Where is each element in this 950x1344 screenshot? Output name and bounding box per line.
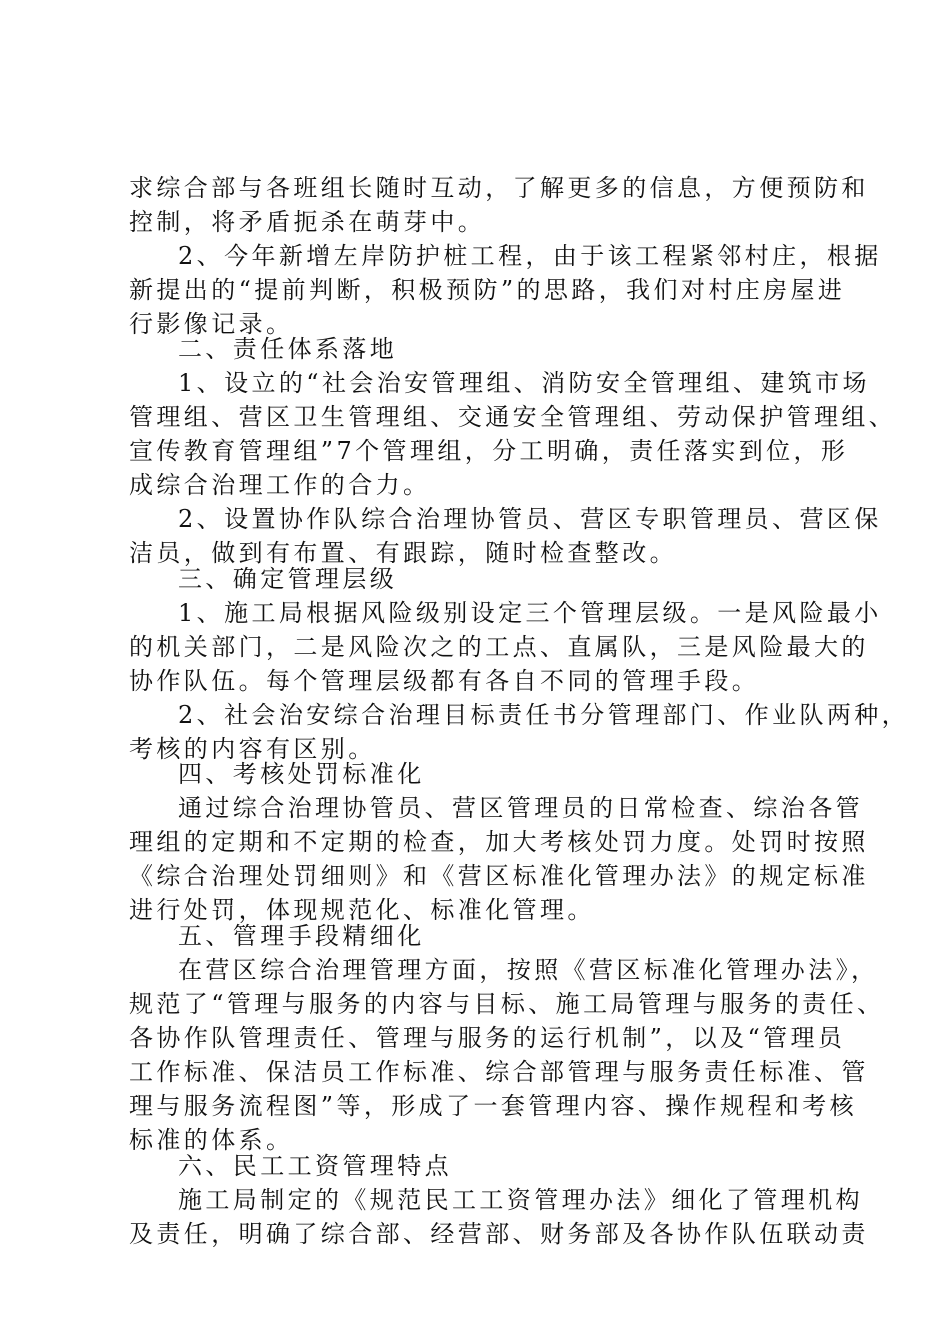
text-line: 求综合部与各班组长随时互动，了解更多的信息，方便预防和 bbox=[129, 174, 869, 202]
text-line: 《综合治理处罚细则》和《营区标准化管理办法》的规定标准 bbox=[129, 862, 869, 890]
section-heading: 二、责任体系落地 bbox=[178, 335, 398, 363]
section-heading: 三、确定管理层级 bbox=[178, 565, 398, 593]
text-line: 管理组、营区卫生管理组、交通安全管理组、劳动保护管理组、 bbox=[129, 403, 897, 431]
text-line: 新提出的“提前判断，积极预防”的思路，我们对村庄房屋进 bbox=[129, 276, 846, 304]
text-line: 1、施工局根据风险级别设定三个管理层级。一是风险最小 bbox=[178, 599, 882, 627]
text-line: 2、社会治安综合治理目标责任书分管理部门、作业队两种， bbox=[178, 701, 910, 729]
text-line: 各协作队管理责任、管理与服务的运行机制”，以及“管理员 bbox=[129, 1024, 846, 1052]
text-line: 协作队伍。每个管理层级都有各自不同的管理手段。 bbox=[129, 667, 760, 695]
text-line: 理与服务流程图”等，形成了一套管理内容、操作规程和考核 bbox=[129, 1092, 858, 1120]
section-heading: 六、民工工资管理特点 bbox=[178, 1152, 452, 1180]
text-line: 规范了“管理与服务的内容与目标、施工局管理与服务的责任、 bbox=[129, 990, 885, 1018]
text-line: 进行处罚，体现规范化、标准化管理。 bbox=[129, 896, 595, 924]
text-line: 施工局制定的《规范民工工资管理办法》细化了管理机构 bbox=[178, 1186, 863, 1214]
text-line: 2、今年新增左岸防护桩工程，由于该工程紧邻村庄，根据 bbox=[178, 242, 882, 270]
text-line: 2、设置协作队综合治理协管员、营区专职管理员、营区保 bbox=[178, 505, 882, 533]
text-line: 考核的内容有区别。 bbox=[129, 735, 376, 763]
text-line: 的机关部门，二是风险次之的工点、直属队，三是风险最大的 bbox=[129, 633, 869, 661]
text-line: 及责任，明确了综合部、经营部、财务部及各协作队伍联动责 bbox=[129, 1220, 869, 1248]
text-line: 标准的体系。 bbox=[129, 1126, 294, 1154]
text-line: 洁员，做到有布置、有跟踪，随时检查整改。 bbox=[129, 539, 677, 567]
text-line: 理组的定期和不定期的检查，加大考核处罚力度。处罚时按照 bbox=[129, 828, 869, 856]
text-line: 工作标准、保洁员工作标准、综合部管理与服务责任标准、管 bbox=[129, 1058, 869, 1086]
section-heading: 五、管理手段精细化 bbox=[178, 922, 425, 950]
text-line: 1、设立的“社会治安管理组、消防安全管理组、建筑市场 bbox=[178, 369, 870, 397]
text-line: 行影像记录。 bbox=[129, 310, 294, 338]
section-heading: 四、考核处罚标准化 bbox=[178, 760, 425, 788]
text-line: 控制，将矛盾扼杀在萌芽中。 bbox=[129, 208, 486, 236]
text-line: 在营区综合治理管理方面，按照《营区标准化管理办法》， bbox=[178, 956, 879, 984]
text-line: 通过综合治理协管员、营区管理员的日常检查、综治各管 bbox=[178, 794, 863, 822]
text-line: 成综合治理工作的合力。 bbox=[129, 471, 431, 499]
text-line: 宣传教育管理组”7个管理组，分工明确，责任落实到位，形 bbox=[129, 437, 849, 465]
